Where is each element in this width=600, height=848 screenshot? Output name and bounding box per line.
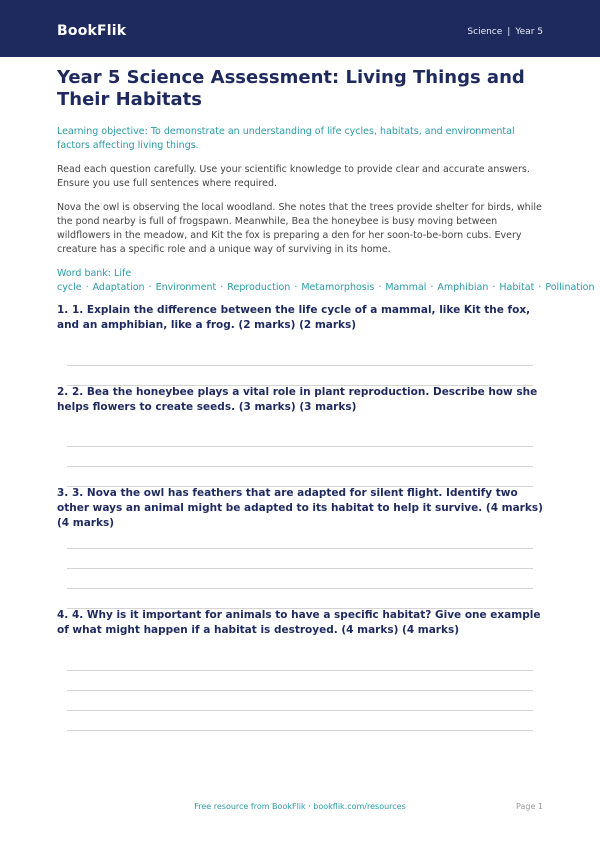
word-separator: ·	[430, 282, 434, 293]
worksheet-content	[57, 67, 595, 295]
page-header	[0, 0, 600, 57]
answer-line[interactable]	[67, 588, 533, 589]
question-text: 4. 4. Why is it important for animals to have a specific habitat? Give one example of what might happen if a habitat is destroyed. (4 marks) (4 marks)	[57, 609, 541, 636]
footer-resource-link[interactable]: Free resource from BookFlik · bookflik.com/resources	[194, 802, 406, 811]
answer-line[interactable]	[67, 730, 533, 731]
question-4	[57, 608, 543, 638]
answer-line[interactable]	[67, 670, 533, 671]
word-bank-item: Metamorphosis	[301, 282, 375, 293]
word-bank-item: Life cycle	[57, 268, 132, 293]
word-separator: ·	[220, 282, 224, 293]
word-bank-item: Mammal	[385, 282, 427, 293]
word-bank-item: Adaptation	[92, 282, 145, 293]
word-bank	[57, 267, 595, 295]
word-separator: ·	[85, 282, 89, 293]
word-bank-item: Habitat	[499, 282, 535, 293]
answer-line[interactable]	[67, 365, 533, 366]
header-divider: |	[507, 27, 511, 37]
year-label: Year 5	[515, 27, 543, 37]
scenario-text: Nova the owl is observing the local woodland. She notes that the trees provide shelter for birds, while the pond nearby is full of frogspawn. Meanwhile, Bea the honeybee is busy moving between wildflowers in the meadow, and Kit the fox is preparing a den for her soon-to-be-born cubs. Every creature has a specific role and a unique way of surviving in its home.	[57, 202, 542, 255]
answer-line[interactable]	[67, 690, 533, 691]
word-separator: ·	[294, 282, 298, 293]
header-meta	[467, 27, 543, 37]
answer-line[interactable]	[67, 548, 533, 549]
word-separator: ·	[538, 282, 542, 293]
word-bank-words	[57, 268, 595, 293]
learning-objective: Learning objective: To demonstrate an understanding of life cycles, habitats, and environmental factors affecting living things.	[57, 126, 515, 151]
question-3	[57, 486, 543, 531]
answer-line[interactable]	[67, 568, 533, 569]
word-separator: ·	[378, 282, 382, 293]
question-text: 2. 2. Bea the honeybee plays a vital role in plant reproduction. Describe how she helps flowers to create seeds. (3 marks) (3 marks)	[57, 386, 538, 413]
page-title: Year 5 Science Assessment: Living Things and Their Habitats	[57, 67, 525, 110]
word-bank-item: Amphibian	[437, 282, 489, 293]
word-separator: ·	[492, 282, 496, 293]
question-text: 1. 1. Explain the difference between the life cycle of a mammal, like Kit the fox, and an amphibian, like a frog. (2 marks) (2 marks)	[57, 304, 531, 331]
word-bank-item: Environment	[155, 282, 217, 293]
answer-line[interactable]	[67, 466, 533, 467]
page-number: Page 1	[516, 802, 543, 811]
question-2	[57, 385, 543, 415]
brand-logo: BookFlik	[57, 23, 127, 39]
answer-line[interactable]	[67, 710, 533, 711]
word-separator: ·	[148, 282, 152, 293]
word-bank-label: Word bank:	[57, 268, 112, 279]
word-bank-item: Reproduction	[227, 282, 291, 293]
subject-label: Science	[467, 27, 503, 37]
question-1	[57, 303, 543, 333]
instructions: Read each question carefully. Use your scientific knowledge to provide clear and accurate answers. Ensure you use full sentences where required.	[57, 164, 530, 189]
question-text: 3. 3. Nova the owl has feathers that are adapted for silent flight. Identify two other ways an animal might be adapted to its habitat to help it survive. (4 marks) (4 marks)	[57, 487, 543, 529]
answer-line[interactable]	[67, 446, 533, 447]
word-bank-item: Pollination	[545, 282, 595, 293]
